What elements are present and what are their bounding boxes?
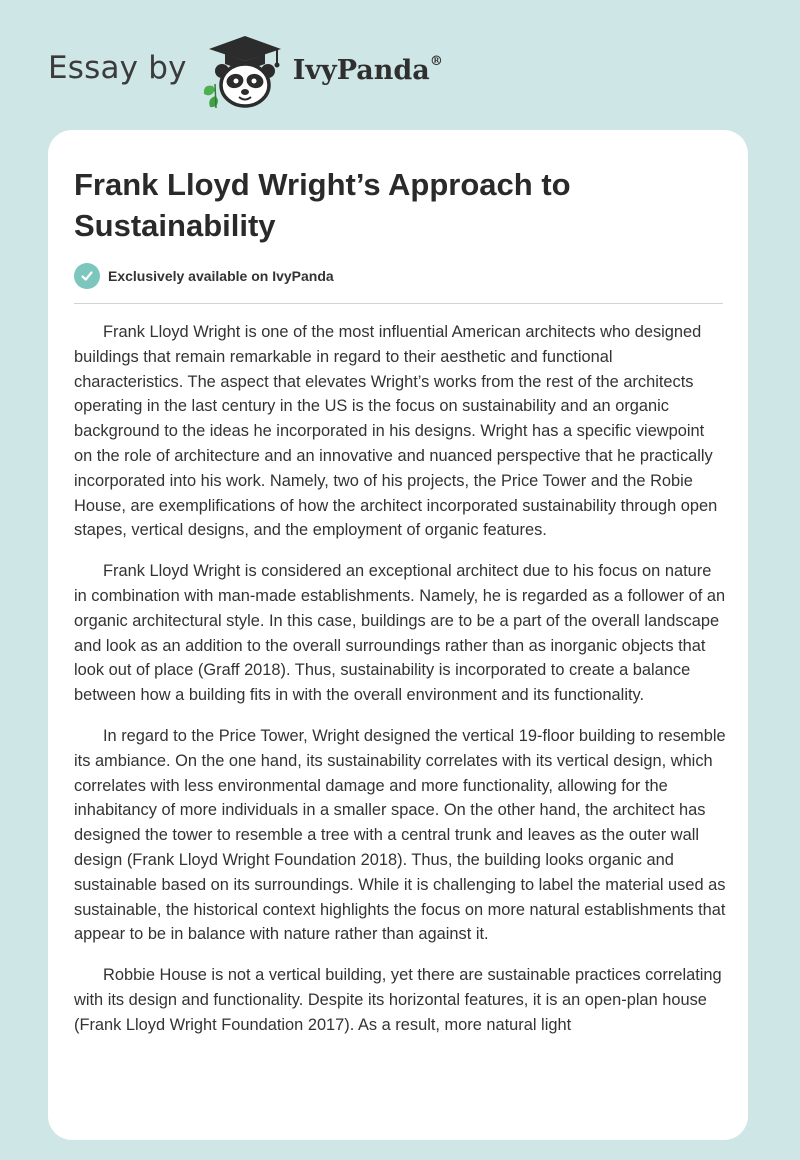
paragraph: In regard to the Price Tower, Wright designed the vertical 19-floor building to resemble its ambiance. On the one hand, its sustainability correlates with its vertical design, which correlates with less environmental damage and more functionality, allowing for the inhabitancy of more individuals in a smaller space. On the other hand, the architect has designed the tower to resemble a tree with a central trunk and leaves as the outer wall design (Frank Lloyd Wright Foundation 2018). Thus, the building looks organic and sustainable based on its surroundings. While it is challenging to label the material used as sustainable, the historical context highlights the focus on more natural establishments that appear to be in balance with nature rather than against it. (74, 726, 726, 944)
divider (74, 303, 723, 304)
paragraph: Frank Lloyd Wright is one of the most influential American architects who designed buildings that remain remarkable in regard to their aesthetic and functional characteristics. The aspect that elevates Wright’s works from the rest of the architects operating in the last century in the US is the focus on sustainability and an organic background to the ideas he incorporated in his designs. Wright has a specific viewpoint on the role of architecture and an innovative and nuanced perspective that he practically incorporated into his work. Namely, two of his projects, the Price Tower and the Robie House, are exemplifications of how the architect incorporated sustainability through open stapes, vertical designs, and the employment of organic features. (74, 323, 718, 540)
checkmark-icon (74, 263, 100, 289)
exclusive-label: Exclusively available on IvyPanda (108, 268, 334, 284)
essay-body (74, 320, 726, 1054)
paragraph: Robbie House is not a vertical building, yet there are sustainable practices correlating with its design and functionality. Despite its horizontal features, it is an open-plan house (Frank Lloyd Wright Foundation 2017). As a result, more natural light (74, 966, 722, 1034)
exclusive-badge (74, 263, 334, 289)
paragraph: Frank Lloyd Wright is considered an exceptional architect due to his focus on nature in combination with man-made establishments. Namely, he is regarded as a follower of an organic architectural style. In this case, buildings are to be a part of the overall landscape and look as an addition to the overall surroundings rather than as inorganic objects that look out of place (Graff 2018). Thus, sustainability is incorporated to create a balance between how a building fits in with the overall environment and its functionality. (74, 562, 726, 705)
essay-by-label: Essay by (48, 50, 187, 86)
essay-card (48, 130, 748, 1140)
ivypanda-logo-icon[interactable] (199, 34, 291, 110)
brand-name[interactable] (293, 55, 443, 86)
essay-title: Frank Lloyd Wright’s Approach to Sustainability (74, 167, 571, 243)
site-header (48, 34, 443, 110)
brand-name-text: IvyPanda (292, 54, 430, 86)
registered-mark: ® (429, 53, 443, 69)
